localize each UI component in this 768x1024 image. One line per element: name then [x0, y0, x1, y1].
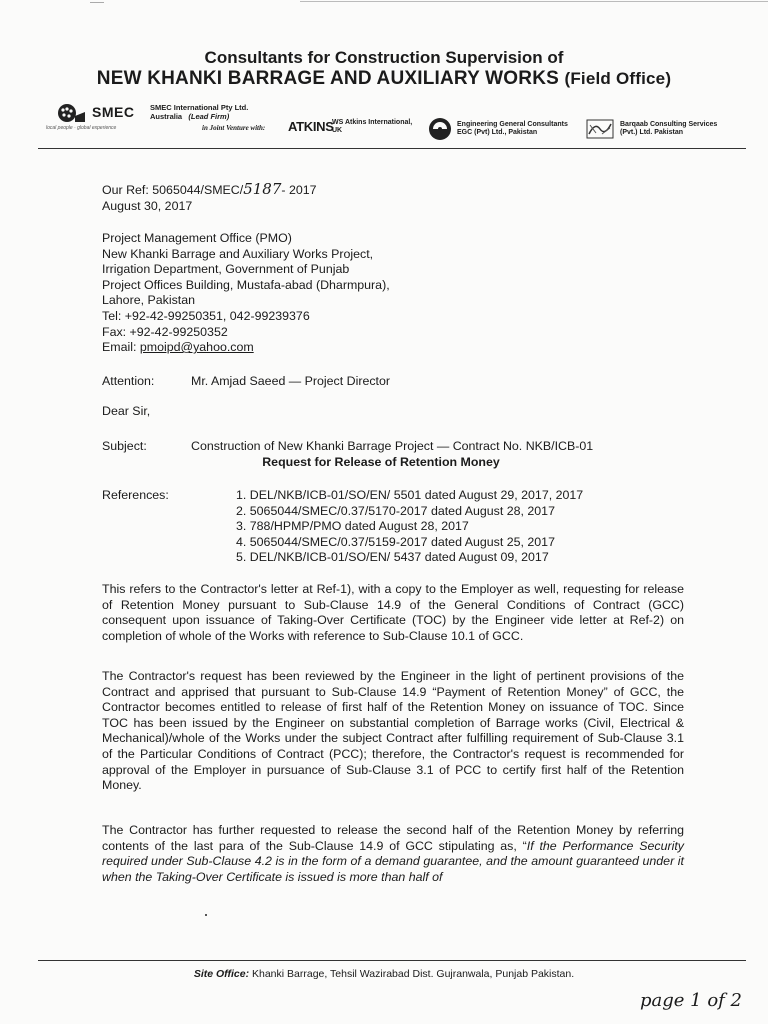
references-list: [236, 488, 583, 566]
our-ref: Our Ref: 5065044/SMEC/5187- 2017: [102, 180, 317, 198]
header-divider: [38, 148, 746, 149]
field-office-label: (Field Office): [564, 69, 672, 88]
barqaab-company: Barqaab Consulting Services (Pvt.) Ltd. Pakistan: [620, 121, 718, 136]
smec-wordmark: SMEC: [92, 104, 135, 120]
atkins-wordmark: ATKINS: [288, 119, 334, 134]
footer-site-office: [0, 968, 768, 980]
footer-address: Khanki Barrage, Tehsil Wazirabad Dist. Gujranwala, Punjab Pakistan.: [249, 968, 575, 980]
smec-name-line: SMEC International Pty Ltd.: [150, 103, 249, 112]
smec-tagline: local people · global experience: [46, 125, 117, 131]
footer-label: Site Office:: [193, 968, 250, 980]
reference-item: 5. DEL/NKB/ICB-01/SO/EN/ 5437 dated August 09, 2017: [236, 550, 549, 565]
attention-label: Attention:: [102, 374, 155, 388]
reference-block: [102, 182, 317, 214]
handwritten-page-note: page 1 of 2: [640, 990, 742, 1011]
reference-item: 3. 788/HPMP/PMO dated August 28, 2017: [236, 519, 469, 534]
address-line: Lahore, Pakistan: [102, 293, 195, 308]
egc-company: Engineering General Consultants EGC (Pvt) Ltd., Pakistan: [457, 121, 568, 136]
email-line: Email: pmoipd@yahoo.com: [102, 340, 254, 355]
consortium-logos: [46, 100, 742, 142]
address-line: New Khanki Barrage and Auxiliary Works Project,: [102, 246, 374, 261]
salutation: Dear Sir,: [102, 404, 151, 418]
reference-item: 4. 5065044/SMEC/0.37/5159-2017 dated August 25, 2017: [236, 534, 555, 549]
smec-company: [150, 103, 248, 121]
letterhead-project: [0, 68, 768, 90]
address-line: Irrigation Department, Government of Punjab: [102, 262, 350, 277]
scan-speck: [205, 914, 207, 916]
footer-divider: [38, 960, 746, 961]
email-link[interactable]: pmoipd@yahoo.com: [139, 340, 254, 355]
attention-value: Mr. Amjad Saeed — Project Director: [191, 374, 391, 388]
letterhead-title: Consultants for Construction Supervision of: [204, 48, 564, 67]
subject-line: Construction of New Khanki Barrage Project — Contract No. NKB/ICB-01: [191, 439, 594, 453]
subject-label: Subject:: [102, 439, 147, 453]
address-line: Tel: +92-42-99250351, 042-99239376: [102, 308, 310, 323]
address-line: Project Management Office (PMO): [102, 231, 292, 245]
body-paragraph-3: The Contractor has further requested to release the second half of the Retention Money by referring contents of the last para of the Sub-Clause 14.9 of GCC stipulating as, “If the Performance Security required under Sub-Clause 4.2 is in the form of a demand guarantee, and the amount guaranteed under it when the Taking-Over Certificate is issued is more than half of: [102, 823, 684, 884]
subject-title: Request for Release of Retention Money: [262, 455, 500, 469]
smec-globe-icon: [56, 102, 86, 124]
barqaab-logo-icon: [586, 119, 614, 139]
body-paragraph-1: This refers to the Contractor's letter at Ref-1), with a copy to the Employer as well, requesting for release of Retention Money pursuant to Sub-Clause 14.9 of the General Conditions of Contract (GCC) consequent upon issuance of Taking-Over Certificate (TOC) by the Engineer vide letter at Ref-2) on completion of whole of the Works with reference to Sub-Clause 10.1 of GCC.: [102, 582, 684, 643]
atkins-company: WS Atkins International, UK: [332, 119, 413, 134]
handwritten-ref-number: 5187: [243, 180, 282, 198]
reference-item: 2. 5065044/SMEC/0.37/5170-2017 dated August 28, 2017: [236, 503, 555, 518]
egc-logo-icon: [428, 117, 452, 141]
scan-mark: [90, 2, 104, 3]
reference-item: 1. DEL/NKB/ICB-01/SO/EN/ 5501 dated August 29, 2017, 2017: [236, 488, 584, 502]
letter-date: August 30, 2017: [102, 198, 193, 213]
scan-edge-line: [300, 1, 768, 2]
joint-venture-label: in Joint Venture with:: [202, 124, 266, 132]
address-line: Fax: +92-42-99250352: [102, 324, 228, 339]
project-name: NEW KHANKI BARRAGE AND AUXILIARY WORKS: [96, 68, 559, 89]
smec-country-line: Australia (Lead Firm): [150, 112, 230, 121]
address-line: Project Offices Building, Mustafa-abad (Dharmpura),: [102, 277, 390, 292]
references-label: References:: [102, 488, 169, 502]
recipient-address: [102, 231, 390, 356]
body-paragraph-2: The Contractor's request has been reviewed by the Engineer in the light of pertinent provisions of the Contract and apprised that pursuant to Sub-Clause 14.9 “Payment of Retention Money” of GCC, the Contractor becomes entitled to release of first half of the Retention Money on issuance of TOC. Since TOC has been issued by the Engineer on substantial completion of Barrage works (Civil, Electrical & Mechanical)/whole of the Works under the subject Contract after fulfilling requirement of Sub-Clause 3.1 of the Particular Conditions of Contract (PCC); therefore, the Contractor's request is recommended for approval of the Employer in pursuance of Sub-Clause 3.1 of PCC to certify first half of the Retention Money.: [102, 669, 684, 793]
